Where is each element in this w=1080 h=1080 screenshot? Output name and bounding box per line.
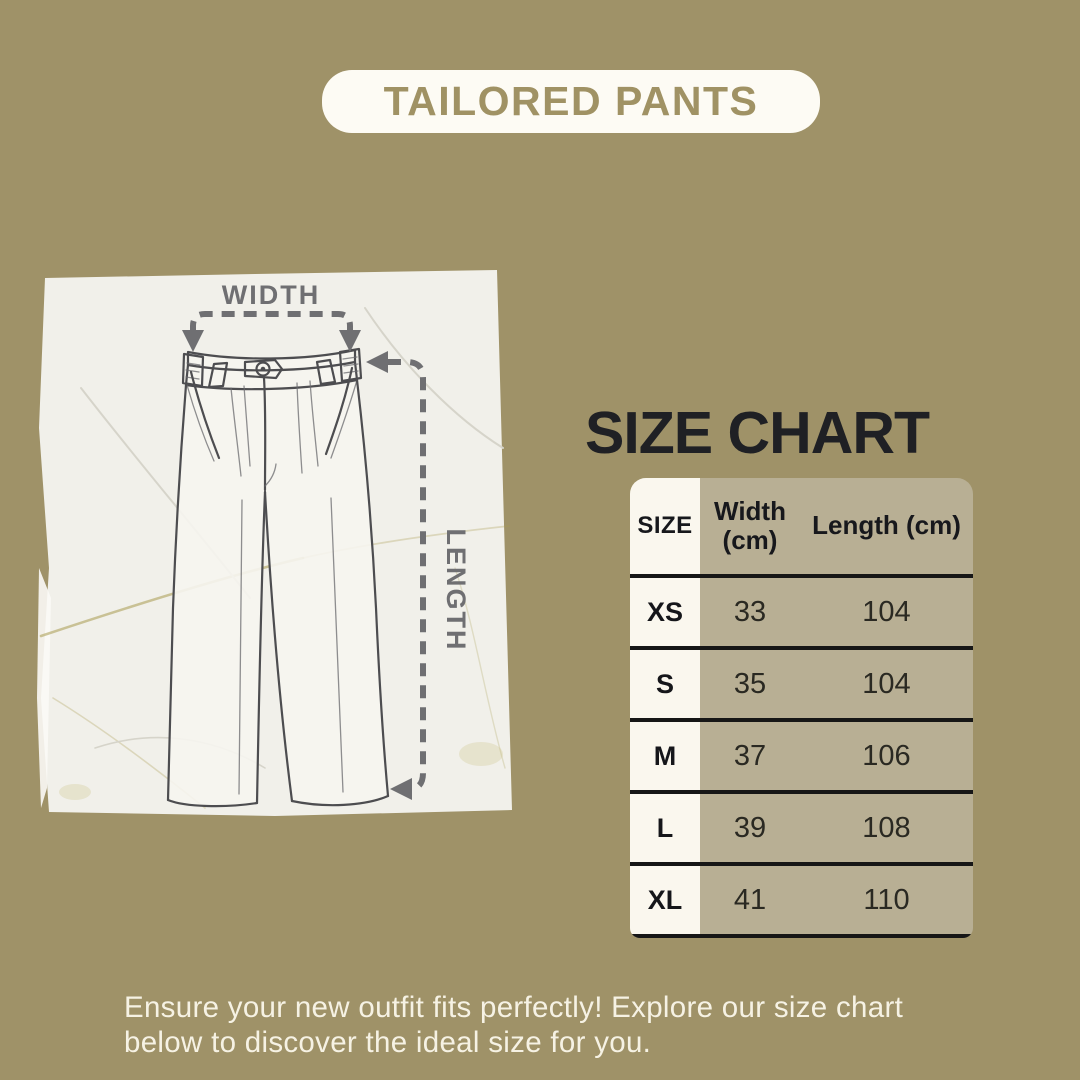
row-length-value: 110 xyxy=(863,883,910,916)
column-header-size: SIZE xyxy=(630,478,700,574)
paper-stain xyxy=(459,742,503,766)
table-row-s xyxy=(630,650,973,722)
pants-diagram xyxy=(35,268,515,816)
footer-line-2: below to discover the ideal size for you. xyxy=(124,1026,652,1059)
row-size-label: S xyxy=(630,650,700,718)
row-length-value: 106 xyxy=(862,739,911,772)
row-length-value: 104 xyxy=(862,667,911,700)
table-header-row xyxy=(630,478,973,578)
row-width-value: 41 xyxy=(733,883,767,916)
table-row-xs xyxy=(630,578,973,650)
column-header-width: Width (cm) xyxy=(714,495,786,555)
row-size-label: XL xyxy=(630,866,700,934)
footer-note xyxy=(124,990,1004,1060)
title-badge-label: TAILORED PANTS xyxy=(383,78,759,124)
row-size-label: M xyxy=(630,722,700,790)
waist-button-hole xyxy=(261,367,266,372)
row-length-value: 108 xyxy=(862,811,911,844)
paper-stain xyxy=(59,784,91,800)
row-size-label: L xyxy=(630,794,700,862)
width-dimension-label: WIDTH xyxy=(221,280,321,310)
table-row-m xyxy=(630,722,973,794)
size-chart-table xyxy=(630,478,973,938)
pants-measurement-photo xyxy=(35,268,515,816)
footer-line-1: Ensure your new outfit fits perfectly! Explore our size chart xyxy=(124,991,904,1024)
length-dimension-label: LENGTH xyxy=(441,528,471,652)
row-width-value: 39 xyxy=(733,811,767,844)
title-badge xyxy=(322,70,820,133)
table-row-l xyxy=(630,794,973,866)
size-chart-heading: SIZE CHART xyxy=(585,400,929,466)
table-row-xl xyxy=(630,866,973,938)
column-header-length: Length (cm) xyxy=(812,510,961,541)
row-width-value: 37 xyxy=(733,739,767,772)
row-width-value: 33 xyxy=(733,595,767,628)
row-size-label: XS xyxy=(630,578,700,646)
row-width-value: 35 xyxy=(733,667,767,700)
row-length-value: 104 xyxy=(862,595,911,628)
fly-line xyxy=(264,378,265,490)
